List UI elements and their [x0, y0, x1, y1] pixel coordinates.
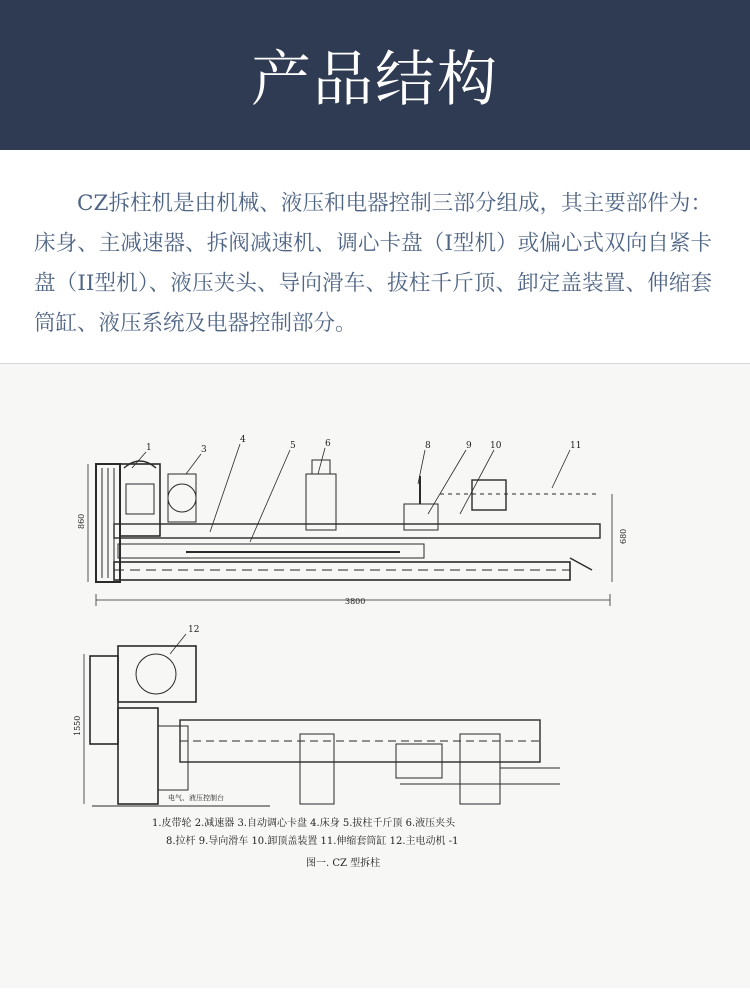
- telescopic-cylinder: [472, 480, 506, 510]
- legend: [152, 816, 458, 869]
- callout-1: 1: [146, 443, 152, 453]
- plan-pulley: [90, 656, 118, 744]
- legend-line-2: 8.拉杆 9.导向滑车 10.卸顶盖装置 11.伸缩套筒缸 12.主电动机 -1: [166, 836, 459, 847]
- plan-clamp-head: [300, 734, 334, 804]
- callout-10: 10: [490, 441, 502, 451]
- hydraulic-clamp-head: [306, 474, 336, 530]
- legend-line-1: 1.皮带轮 2.减速器 3.自动调心卡盘 4.床身 5.拔柱千斤顶 6.液压夹头: [152, 818, 456, 829]
- page-title: 产品结构: [251, 45, 499, 115]
- guide-slide: [404, 504, 438, 530]
- control-console-label: 电气、液压控制台: [168, 794, 224, 802]
- figure-caption: 图一. CZ 型拆柱: [306, 858, 381, 869]
- structure-drawing: [0, 363, 750, 988]
- plan-callouts: [73, 625, 224, 802]
- callout-12: 12: [188, 625, 200, 635]
- callout-11: 11: [570, 441, 582, 451]
- dim-length: 3800: [345, 597, 366, 606]
- plan-slide: [396, 744, 442, 778]
- dim-height-right: 680: [619, 528, 628, 544]
- header-banner: [0, 0, 750, 150]
- callout-6: 6: [325, 439, 331, 449]
- elevation-view: [88, 444, 612, 606]
- machine-bed: [114, 524, 600, 538]
- plan-cylinder: [460, 734, 500, 804]
- plan-view: [84, 634, 560, 806]
- dim-height-left: 860: [77, 513, 86, 529]
- callout-4: 4: [240, 435, 246, 445]
- chuck: [168, 474, 196, 522]
- callout-8: 8: [425, 441, 431, 451]
- dim-width-plan: 1550: [73, 715, 82, 736]
- intro-paragraph: CZ拆柱机是由机械、液压和电器控制三部分组成，其主要部件为：床身、主减速器、拆阀减速机、调心卡盘（I型机）或偏心式双向自紧卡盘（II型机）、液压夹头、导向滑车、拔柱千斤顶、卸定盖装置、伸缩套筒缸、液压系统及电器控制部分。: [34, 191, 712, 336]
- drawing-svg: [0, 364, 750, 988]
- plan-gearbox: [118, 708, 158, 804]
- callout-9: 9: [466, 441, 472, 451]
- callout-5: 5: [290, 441, 296, 451]
- callout-3: 3: [201, 445, 207, 455]
